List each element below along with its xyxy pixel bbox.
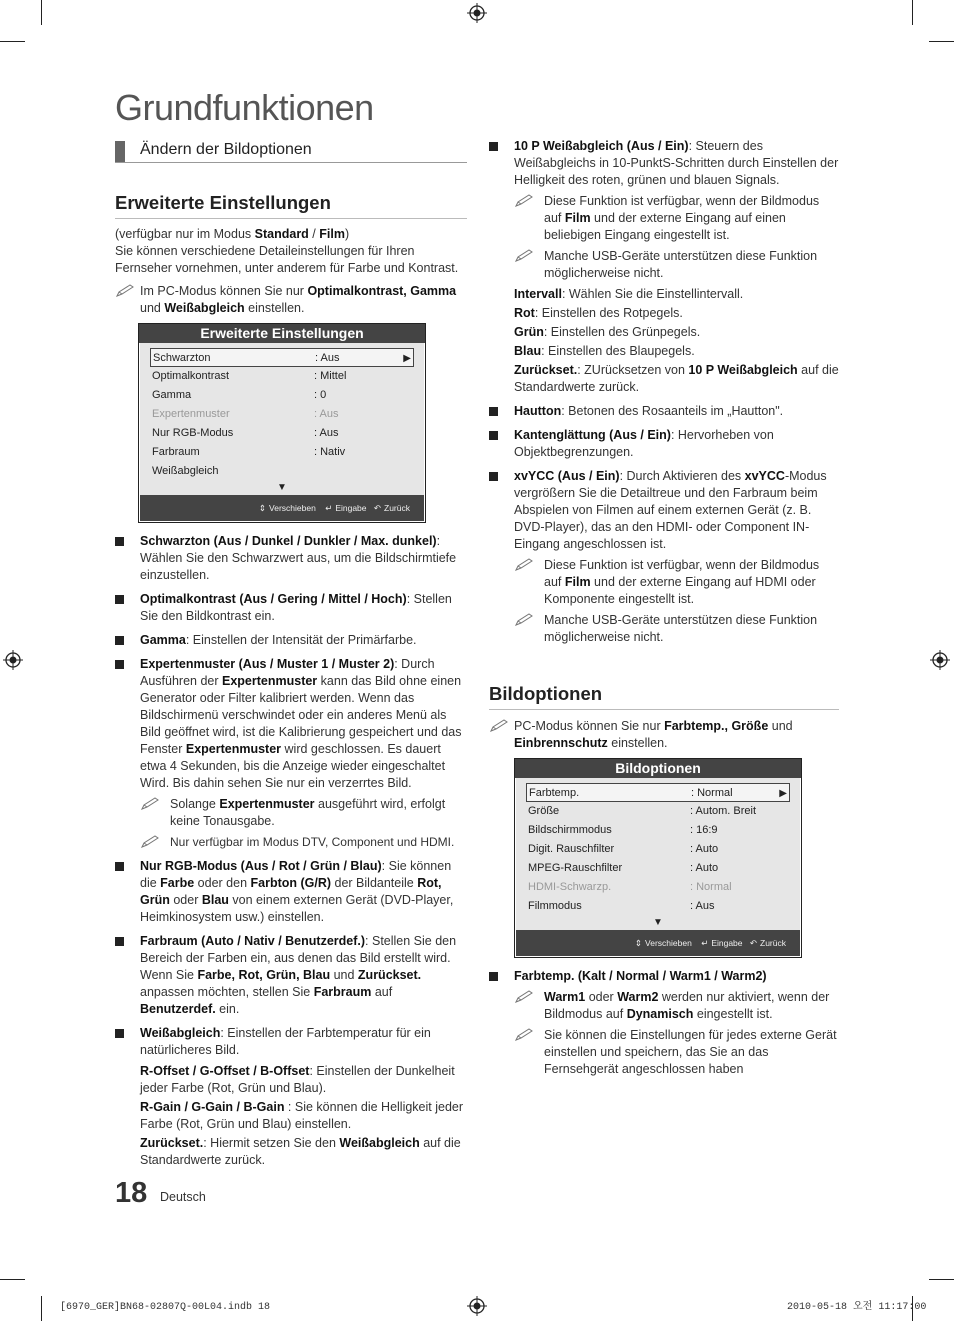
scroll-down-icon[interactable]: ▼ [277, 482, 287, 493]
text-bold: Nur RGB-Modus (Aus / Rot / Grün / Blau) [140, 859, 382, 873]
paragraph-gain [115, 1099, 467, 1133]
osd-key: Filmmodus [528, 900, 582, 912]
text: Manche USB-Geräte unterstützen diese Funktion möglicherweise nicht. [544, 613, 818, 644]
bullet-weissabgleich [115, 1025, 467, 1059]
note-group [489, 989, 839, 1078]
text: : Stellen Sie den Bildkontrast ein. [140, 592, 452, 623]
osd-menu-erweiterte [138, 323, 426, 523]
bullet-square-icon [115, 660, 124, 669]
text: der Bildanteile [331, 876, 418, 890]
paragraph-rot [489, 305, 839, 322]
bullet-nur-rgb-modus [115, 858, 467, 926]
arrow-right-icon: ▶ [403, 353, 411, 364]
text-bold: Einbrennschutz [514, 736, 608, 750]
paragraph-zuruckset [489, 362, 839, 396]
osd-row-bildschirmmodus[interactable] [526, 821, 790, 840]
osd-value: : Autom. Breit [690, 805, 757, 817]
bullet-square-icon [115, 862, 124, 871]
paragraph-blau [489, 343, 839, 360]
osd-value: : 16:9 [690, 824, 718, 836]
move-icon: ⇕ [634, 938, 643, 948]
osd-footer-enter: Eingabe [335, 503, 367, 513]
pencil-note-icon [115, 284, 135, 298]
text: ausgeführt wird, erfolgt keine Tonausgabe. [170, 797, 446, 828]
text: und [768, 719, 793, 733]
text-bold: Weißabgleich [140, 1026, 221, 1040]
osd-key: Größe [528, 805, 560, 817]
text-bold: 10 P Weißabgleich (Aus / Ein) [514, 139, 689, 153]
text-bold: Kantenglättung (Aus / Ein) [514, 428, 671, 442]
crop-mark [41, 1296, 42, 1321]
crop-mark [0, 41, 25, 42]
text-bold: Zurückset. [357, 968, 422, 982]
crop-mark [929, 41, 954, 42]
text: Sie können die Einstellungen für jedes externe Gerät einstellen und speichern, das Sie an das Fernsehgerät angeschlossen haben [544, 1028, 837, 1076]
note [514, 1027, 839, 1078]
text: oder den [194, 876, 251, 890]
section-heading-text: Ändern der Bildoptionen [140, 141, 312, 158]
text-bold: xvYCC [744, 469, 785, 483]
note [514, 612, 839, 646]
text-bold: Expertenmuster (Aus / Muster 1 / Muster 2) [140, 657, 395, 671]
enter-icon: ↵ [701, 938, 709, 948]
bullet-square-icon [115, 537, 124, 546]
footer-language: Deutsch [160, 1190, 206, 1204]
text: und [330, 968, 358, 982]
text-bold: Farbtemp., Größe [664, 719, 769, 733]
text: : Sie können die [140, 859, 452, 890]
pencil-note-icon [140, 835, 160, 849]
text: wird geschlossen. Es dauert etwa 4 Sekunden, bis die Anzeige wieder eingeschaltet Wird. Bis dahin sehen Sie nur ein verzerrtes Bild. [140, 742, 446, 790]
note [115, 283, 467, 317]
text: Nur verfügbar im Modus DTV, Component und HDMI. [170, 835, 455, 849]
text: : Einstellen der Intensität der Primärfarbe. [185, 633, 417, 647]
left-column [115, 138, 467, 1169]
osd-value: : Mittel [314, 370, 347, 382]
arrow-right-icon: ▶ [779, 788, 787, 799]
paragraph-gruen [489, 324, 839, 341]
text: : Hiermit setzen Sie den [203, 1136, 340, 1150]
bullet-square-icon [489, 431, 498, 440]
text-bold: Weißabgleich [164, 301, 245, 315]
print-slug-date: 2010-05-18 오전 11:17:00 [787, 1302, 927, 1313]
osd-key: Bildschirmmodus [528, 824, 612, 836]
osd-row-digit-rauschfilter[interactable] [526, 840, 790, 859]
osd-title: Erweiterte Einstellungen [139, 324, 425, 343]
osd-key: Gamma [152, 389, 192, 401]
text-bold: Farbe, Rot, Grün, Blau [197, 968, 331, 982]
text: : Einstellen des Rotpegels. [534, 306, 683, 320]
osd-key: Weißabgleich [152, 465, 219, 477]
note [514, 557, 839, 608]
text: : Einstellen der Dunkelheit jeder Farbe (Rot, Grün und Blau). [140, 1064, 455, 1095]
text-bold: Optimalkontrast (Aus / Gering / Mittel / Hoch) [140, 592, 407, 606]
osd-value: : 0 [314, 389, 327, 401]
osd-row-mpeg-rauschfilter[interactable] [526, 859, 790, 878]
text: PC-Modus können Sie nur [514, 719, 665, 733]
text-bold: Farbraum [313, 985, 372, 999]
text: oder [585, 990, 618, 1004]
crop-mark [41, 0, 42, 25]
section-bar [115, 141, 125, 162]
text: : ZUrücksetzen von [577, 363, 689, 377]
text: und [140, 301, 165, 315]
paragraph-offset [115, 1063, 467, 1097]
osd-footer-move: Verschieben [645, 938, 692, 948]
osd-footer-back: Zurück [384, 503, 410, 513]
pencil-note-icon [514, 194, 534, 208]
text-bold: Hautton [514, 404, 562, 418]
text: : Sie können die Helligkeit jeder Farbe (Rot, Grün und Blau) einstellen. [140, 1100, 464, 1131]
bullet-xvycc [489, 468, 839, 553]
osd-menu-bildoptionen [514, 758, 802, 958]
osd-value [314, 462, 412, 481]
text: -Modus vergrößern Sie die Detailtreue und den Farbraum beim Abspielen von Filmen auf einem externen Gerät (z. B. DVD-Player), das an den HDMI- oder Component IN-Eingang angeschlossen ist. [514, 469, 827, 551]
pencil-note-icon [514, 249, 534, 263]
text: von einem externen Gerät (DVD-Player, Heimkinosystem usw.) einstellen. [140, 893, 454, 924]
bullet-square-icon [489, 472, 498, 481]
note-group [489, 193, 839, 282]
osd-row-farbtemp[interactable] [526, 783, 790, 802]
text-bold: Farbton (G/R) [250, 876, 332, 890]
osd-value: : Normal [690, 881, 732, 893]
osd-body [140, 343, 424, 495]
text-bold: Rot [514, 306, 535, 320]
text-bold: Farbraum (Auto / Nativ / Benutzerdef.) [140, 934, 366, 948]
text: kann das Bild ohne einen Generator oder Filter kalibriert werden. Wenn das Bildschirmenü verschwindet oder ein anderes Menü als Bild geöffnet wird, ist die Kalibrierung gespeichert und das Fenster [140, 674, 462, 756]
text: anpassen möchten, stellen Sie [140, 985, 314, 999]
text: werden nur aktiviert, wenn der Bildmodus auf [544, 990, 830, 1021]
bullet-schwarzton [115, 533, 467, 584]
osd-value: : Aus [315, 352, 340, 364]
pencil-note-icon [514, 613, 534, 627]
text-bold: Film [564, 575, 591, 589]
text: / [308, 227, 320, 241]
note [489, 718, 839, 752]
text: Solange [170, 797, 220, 811]
crop-mark [912, 0, 913, 25]
osd-row-optimalkontrast[interactable] [150, 367, 414, 386]
bullet-hautton [489, 403, 839, 420]
osd-value: : Nativ [314, 446, 346, 458]
bullet-kantenglaettung [489, 427, 839, 461]
osd-row-hdmi-schwarzp [526, 878, 790, 897]
text: : Hervorheben von Objektbegrenzungen. [514, 428, 774, 459]
osd-key: Farbtemp. [529, 787, 580, 799]
note [514, 248, 839, 282]
text: und der externe Eingang auf einen beliebigen Eingang eingestellt ist. [544, 211, 786, 242]
scroll-down-icon[interactable]: ▼ [653, 917, 663, 928]
osd-value: : Normal [691, 787, 733, 799]
text-bold: Film [319, 227, 345, 241]
registration-mark-icon [930, 650, 950, 670]
text-bold: Schwarzton (Aus / Dunkel / Dunkler / Max. dunkel) [140, 534, 437, 548]
osd-row-groesse[interactable] [526, 802, 790, 821]
osd-row-farbraum[interactable] [150, 443, 414, 462]
text-bold: 10 P Weißabgleich [688, 363, 798, 377]
return-icon: ↶ [749, 938, 758, 948]
return-icon: ↶ [373, 503, 382, 513]
registration-mark-icon [3, 650, 23, 670]
bullet-square-icon [115, 937, 124, 946]
osd-footer-move: Verschieben [269, 503, 316, 513]
intro-description: Sie können verschiedene Detaileinstellungen für Ihren Fernseher vornehmen, unter anderem für Farbe und Kontrast. [115, 244, 459, 275]
registration-mark-icon [467, 3, 487, 23]
osd-value: : Auto [690, 862, 719, 874]
crop-mark [0, 1279, 25, 1280]
osd-row-gamma[interactable] [150, 386, 414, 405]
subtitle-erweiterte: Erweiterte Einstellungen [115, 191, 467, 219]
note [140, 834, 467, 851]
note-group [115, 796, 467, 851]
osd-row-nur-rgb-modus[interactable] [150, 424, 414, 443]
text: : Durch Ausführen der [140, 657, 435, 688]
text-bold: Zurückset. [140, 1136, 204, 1150]
text: : Betonen des Rosaanteils im „Hautton". [561, 404, 784, 418]
print-slug-file: [6970_GER]BN68-02807Q-00L04.indb 18 [60, 1302, 271, 1313]
text: : Einstellen des Blaupegels. [541, 344, 695, 358]
osd-key: Farbraum [152, 446, 200, 458]
bullet-square-icon [489, 407, 498, 416]
bullet-farbtemp [489, 968, 839, 985]
text: : Steuern des Weißabgleichs in 10-PunktS-Schritten durch Einstellen der Helligkeit des roten, grünen und blauen Signals. [514, 139, 839, 187]
enter-icon: ↵ [325, 503, 333, 513]
bullet-10p-weissabgleich [489, 138, 839, 189]
text-bold: Rot, Grün [140, 876, 442, 907]
bullet-gamma [115, 632, 467, 649]
text: Im PC-Modus können Sie nur [140, 284, 308, 298]
osd-value: : Aus [690, 900, 715, 912]
text: auf die Standardwerte zurück. [514, 363, 839, 394]
pencil-note-icon [140, 797, 160, 811]
osd-key: Expertenmuster [152, 408, 230, 420]
osd-row-expertenmuster [150, 405, 414, 424]
text: ein. [215, 1002, 240, 1016]
osd-footer [140, 495, 424, 521]
text-bold: Expertenmuster [185, 742, 282, 756]
text: ) [344, 227, 350, 241]
text-bold: Optimalkontrast, Gamma [307, 284, 457, 298]
text: auf [371, 985, 393, 999]
bullet-square-icon [115, 1029, 124, 1038]
intro-availability [115, 226, 467, 243]
move-icon: ⇕ [258, 503, 267, 513]
pencil-note-icon [489, 719, 509, 733]
text: Diese Funktion ist verfügbar, wenn der Bildmodus auf [544, 194, 820, 225]
text: eingestellt ist. [693, 1007, 773, 1021]
page-number: 18 [115, 1177, 148, 1209]
osd-key: Digit. Rauschfilter [528, 843, 615, 855]
pencil-note-icon [514, 558, 534, 572]
text: : Durch Aktivieren des [619, 469, 745, 483]
crop-mark [929, 1279, 954, 1280]
bullet-optimalkontrast [115, 591, 467, 625]
osd-value: : Aus [314, 408, 339, 420]
text-bold: Film [564, 211, 591, 225]
text-bold: Expertenmuster [222, 674, 318, 688]
osd-row-weissabgleich[interactable] [150, 462, 414, 481]
text: : Stellen Sie den Bereich der Farben ein, aus denen das Bild erstellt wird. Wenn Sie [140, 934, 457, 982]
note-group [489, 557, 839, 646]
section-heading [115, 138, 467, 163]
text: : Einstellen der Farbtemperatur für ein natürlicheres Bild. [140, 1026, 431, 1057]
bullet-square-icon [489, 972, 498, 981]
bullet-farbraum [115, 933, 467, 1018]
note [514, 193, 839, 244]
osd-footer-enter: Eingabe [711, 938, 743, 948]
bullet-square-icon [115, 636, 124, 645]
text: und der externe Eingang auf HDMI oder Komponente eingestellt ist. [544, 575, 816, 606]
osd-footer [516, 930, 800, 956]
text: Diese Funktion ist verfügbar, wenn der Bildmodus auf [544, 558, 820, 589]
text-bold: R-Gain / G-Gain / B-Gain [140, 1100, 285, 1114]
text-bold: Farbe [160, 876, 195, 890]
paragraph-intervall [489, 286, 839, 303]
bullet-expertenmuster [115, 656, 467, 792]
subtitle-bildoptionen: Bildoptionen [489, 682, 839, 710]
osd-value: : Auto [690, 843, 719, 855]
osd-title: Bildoptionen [515, 759, 801, 778]
text-bold: Blau [201, 893, 229, 907]
osd-key: MPEG-Rauschfilter [528, 862, 623, 874]
text-bold: xvYCC (Aus / Ein) [514, 469, 620, 483]
osd-row-filmmodus[interactable] [526, 897, 790, 916]
text-bold: Gamma [140, 633, 186, 647]
text-bold: R-Offset / G-Offset / B-Offset [140, 1064, 310, 1078]
text: auf die Standardwerte zurück. [140, 1136, 461, 1167]
paragraph-zuruckset [115, 1135, 467, 1169]
text: oder [169, 893, 202, 907]
osd-key: HDMI-Schwarzp. [528, 881, 612, 893]
text: einstellen. [244, 301, 305, 315]
text-bold: Benutzerdef. [140, 1002, 216, 1016]
text: einstellen. [607, 736, 668, 750]
note [140, 796, 467, 830]
osd-key: Nur RGB-Modus [152, 427, 234, 439]
text: : Wählen Sie die Einstellintervall. [561, 287, 744, 301]
osd-key: Optimalkontrast [152, 370, 230, 382]
pencil-note-icon [514, 1028, 534, 1042]
bullet-square-icon [489, 142, 498, 151]
text: Manche USB-Geräte unterstützen diese Funktion möglicherweise nicht. [544, 249, 818, 280]
text-bold: Warm2 [617, 990, 659, 1004]
text: : Einstellen des Grünpegels. [543, 325, 701, 339]
text-bold: Expertenmuster [219, 797, 315, 811]
text-bold: Standard [254, 227, 309, 241]
text-bold: Dynamisch [626, 1007, 694, 1021]
text-bold: Intervall [514, 287, 562, 301]
bullet-square-icon [115, 595, 124, 604]
osd-body [516, 778, 800, 930]
text-bold: Weißabgleich [339, 1136, 420, 1150]
text-bold: Blau [514, 344, 542, 358]
note [514, 989, 839, 1023]
registration-mark-icon [467, 1296, 487, 1316]
osd-footer-back: Zurück [760, 938, 786, 948]
pencil-note-icon [514, 990, 534, 1004]
text-bold: Farbtemp. (Kalt / Normal / Warm1 / Warm2) [514, 969, 767, 983]
text-bold: Grün [514, 325, 544, 339]
osd-value: : Aus [314, 427, 339, 439]
right-column [489, 138, 839, 1078]
text-bold: Warm1 [544, 990, 586, 1004]
text-bold: Zurückset. [514, 363, 578, 377]
text: (verfügbar nur im Modus [115, 227, 255, 241]
osd-key: Schwarzton [153, 352, 211, 364]
page-title: Grundfunktionen [115, 87, 374, 128]
osd-row-schwarzton[interactable] [150, 348, 414, 367]
text: : Wählen Sie den Schwarzwert aus, um die Bildschirmtiefe einzustellen. [140, 534, 457, 582]
